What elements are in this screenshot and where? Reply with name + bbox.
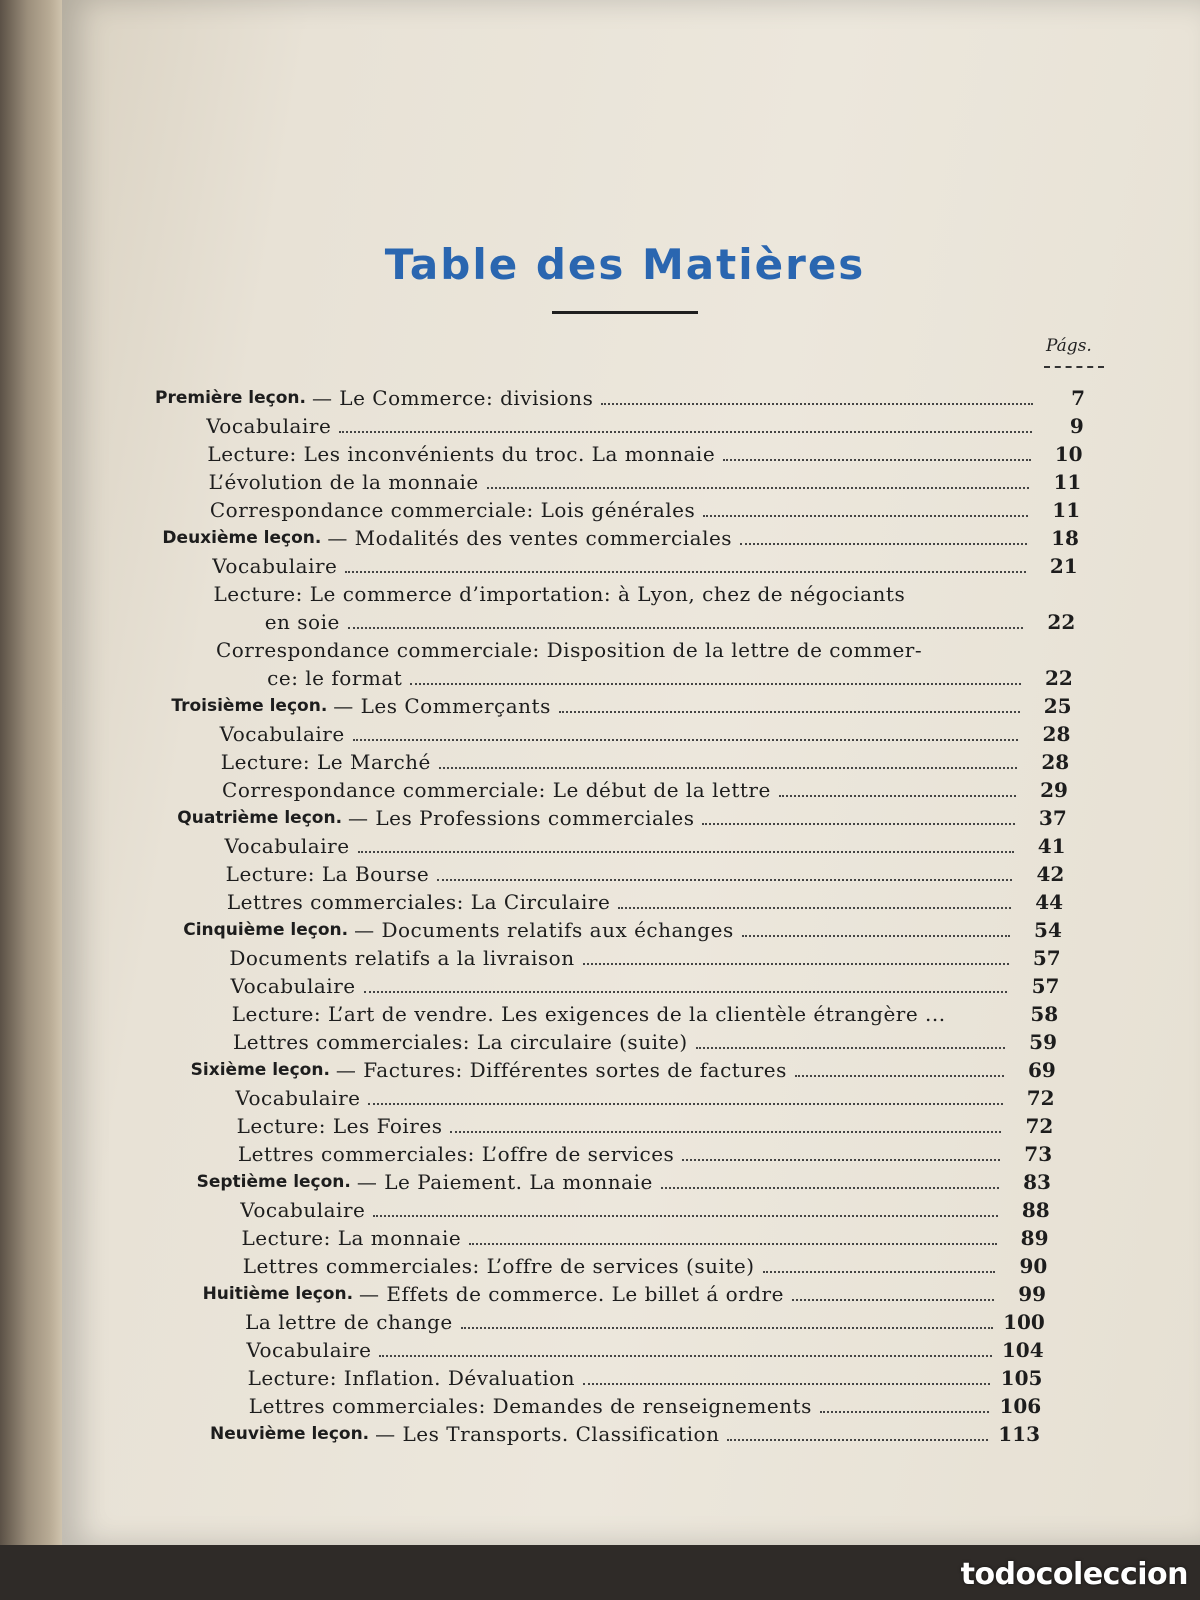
toc-lesson-entry [197, 1168, 1051, 1196]
toc-entry [220, 720, 1071, 748]
page-number: 9 [1069, 414, 1084, 438]
toc-entry-wrapped-line: Correspondance commerciale: Disposition de la lettre de commer- [215, 638, 923, 662]
page-number: 11 [1053, 470, 1082, 494]
lesson-number: Sixième leçon. [190, 1060, 330, 1080]
toc-entry [232, 1000, 1058, 1028]
lesson-number: Cinquième leçon. [183, 920, 349, 940]
dot-leader [410, 683, 1021, 685]
entry-label: Lettres commerciales: L’offre de services [237, 1142, 675, 1166]
toc-entry [241, 1224, 1048, 1252]
page-number: 90 [1019, 1254, 1048, 1278]
toc-entry [229, 944, 1060, 972]
entry-label: Vocabulaire [246, 1338, 372, 1362]
entry-label: — Documents relatifs aux échanges [354, 918, 734, 942]
entry-label: — Effets de commerce. Le billet á ordre [359, 1282, 784, 1306]
page-number: 29 [1040, 778, 1068, 802]
dot-leader [583, 1383, 990, 1385]
entry-label: Lecture: L’art de vendre. Les exigences de la clientèle étrangère ... [231, 1002, 946, 1026]
page-number: 100 [1003, 1310, 1045, 1334]
entry-label: Lettres commerciales: La Circulaire [226, 890, 611, 914]
lesson-number: Deuxième leçon. [162, 528, 322, 548]
dot-leader [437, 879, 1012, 881]
toc-entry [226, 860, 1065, 888]
dot-leader [727, 1439, 988, 1441]
dot-leader [439, 767, 1017, 769]
entry-label: — Le Paiement. La monnaie [356, 1170, 653, 1194]
dot-leader [358, 851, 1014, 853]
dot-leader [661, 1187, 999, 1189]
toc-entry [235, 1084, 1054, 1112]
page-number: 28 [1042, 722, 1071, 746]
lesson-number: Septième leçon. [196, 1172, 351, 1192]
toc-lesson-entry [203, 1280, 1047, 1308]
toc-entry [224, 832, 1065, 860]
entry-label: Vocabulaire [240, 1198, 366, 1222]
page-number: 73 [1024, 1142, 1053, 1166]
entry-label: Lettres commerciales: Demandes de renseignements [248, 1394, 812, 1418]
dot-leader [795, 1075, 1004, 1077]
dot-leader [345, 571, 1025, 573]
dot-leader [373, 1215, 997, 1217]
entry-label: Vocabulaire [212, 554, 338, 578]
entry-label: Lettres commerciales: La circulaire (suite) [232, 1030, 688, 1054]
dot-leader [723, 459, 1030, 461]
page-number: 10 [1054, 442, 1083, 466]
entry-label: Vocabulaire [230, 974, 356, 998]
toc-entry [222, 776, 1068, 804]
dot-leader [763, 1271, 996, 1273]
entry-label: — Modalités des ventes commerciales [327, 526, 733, 550]
toc-lesson-entry [155, 384, 1085, 412]
page-number: 21 [1049, 554, 1078, 578]
toc-entry [221, 748, 1069, 776]
entry-label: Lettres commerciales: L’offre de services (suite) [242, 1254, 755, 1278]
entry-label: Correspondance commerciale: Le début de la lettre [222, 778, 771, 802]
page-title: Table des Matières [384, 240, 866, 289]
dot-leader [583, 963, 1009, 965]
dot-leader [364, 991, 1008, 993]
page-number: 11 [1052, 498, 1081, 522]
toc-entry [212, 552, 1077, 580]
page-number: 57 [1031, 974, 1060, 998]
dot-leader [559, 711, 1020, 713]
dot-leader [703, 515, 1028, 517]
lesson-number: Première leçon. [155, 388, 306, 408]
page-number: 37 [1038, 806, 1067, 830]
page-number: 58 [1030, 1002, 1059, 1026]
page-number: 28 [1041, 750, 1070, 774]
entry-label: Lecture: Les Foires [236, 1114, 443, 1138]
watermark-logo: todocoleccion [960, 1557, 1188, 1592]
entry-label: Vocabulaire [224, 834, 350, 858]
dot-leader [368, 1103, 1002, 1105]
dot-leader [682, 1159, 1000, 1161]
page-number: 57 [1032, 946, 1061, 970]
dot-leader [779, 795, 1016, 797]
page-number: 22 [1044, 666, 1073, 690]
toc-entry [209, 468, 1082, 496]
page-number: 89 [1020, 1226, 1049, 1250]
page-number: 83 [1023, 1170, 1051, 1194]
toc-entry [231, 972, 1060, 1000]
toc-entry [245, 1308, 1045, 1336]
page-number: 44 [1035, 890, 1064, 914]
toc-entry [238, 1140, 1052, 1168]
page-number: 69 [1027, 1058, 1056, 1082]
entry-label: Correspondance commerciale: Lois générales [209, 498, 696, 522]
entry-label: Lecture: Inflation. Dévaluation [247, 1366, 576, 1390]
toc-lesson-entry [183, 916, 1062, 944]
entry-label: Vocabulaire [219, 722, 345, 746]
page-number: 7 [1071, 386, 1085, 410]
toc-lesson-entry [162, 524, 1078, 552]
page-number: 59 [1029, 1030, 1058, 1054]
dot-leader [601, 403, 1033, 405]
dot-leader [461, 1327, 993, 1329]
entry-label: ce: le format [267, 666, 403, 690]
lesson-number: Quatrième leçon. [177, 808, 343, 828]
entry-label: Vocabulaire [206, 414, 332, 438]
toc-entry [240, 1196, 1049, 1224]
dot-leader [792, 1299, 994, 1301]
page-number: 42 [1036, 862, 1065, 886]
lesson-number: Huitième leçon. [202, 1284, 354, 1304]
dot-leader [353, 739, 1019, 741]
page-number: 104 [1001, 1338, 1044, 1362]
entry-label: Lecture: La Bourse [225, 862, 430, 886]
entry-label: — Les Transports. Classification [375, 1422, 720, 1446]
toc-entry [267, 664, 1073, 692]
page-number: 54 [1034, 918, 1062, 942]
page-number: 22 [1047, 610, 1076, 634]
toc-entry [243, 1252, 1048, 1280]
entry-label: Lecture: La monnaie [241, 1226, 462, 1250]
dot-leader [339, 431, 1031, 433]
entry-label: — Les Professions commerciales [348, 806, 695, 830]
lesson-number: Troisième leçon. [171, 696, 328, 716]
entry-label: La lettre de change [245, 1310, 453, 1334]
toc-entry-wrapped-line: Lecture: Le commerce d’importation: à Lyon, chez de négociants [213, 582, 906, 606]
toc-entry [206, 412, 1084, 440]
toc-entry [210, 496, 1080, 524]
toc-lesson-entry [191, 1056, 1056, 1084]
dot-leader [820, 1411, 989, 1413]
toc-entry [207, 440, 1082, 468]
entry-label: — Le Commerce: divisions [311, 386, 594, 410]
toc-entry [248, 1364, 1043, 1392]
dot-leader [742, 935, 1010, 937]
entry-label: L’évolution de la monnaie [208, 470, 479, 494]
dot-leader [379, 1355, 991, 1357]
dot-leader [469, 1243, 996, 1245]
entry-label: — Les Commerçants [333, 694, 551, 718]
pages-column-header: Págs. [1046, 336, 1092, 356]
entry-label: Lecture: Les inconvénients du troc. La monnaie [207, 442, 716, 466]
toc-entry [237, 1112, 1054, 1140]
page-number: 25 [1043, 694, 1072, 718]
toc-lesson-entry [177, 804, 1066, 832]
page-number: 72 [1025, 1114, 1054, 1138]
entry-label: Vocabulaire [235, 1086, 361, 1110]
page-number: 18 [1051, 526, 1079, 550]
dot-leader [487, 487, 1030, 489]
entry-label: Lecture: Le Marché [220, 750, 431, 774]
page-number: 106 [999, 1394, 1042, 1418]
entry-label: en soie [264, 610, 340, 634]
page-number: 99 [1018, 1282, 1047, 1306]
page-number: 105 [1000, 1366, 1043, 1390]
page-number: 113 [998, 1422, 1040, 1446]
lesson-number: Neuvième leçon. [210, 1424, 370, 1444]
dot-leader [618, 907, 1011, 909]
dot-leader [740, 543, 1027, 545]
dot-leader [450, 1131, 1001, 1133]
entry-label: — Factures: Différentes sortes de factures [335, 1058, 787, 1082]
dot-leader [696, 1047, 1005, 1049]
toc-entry [249, 1392, 1041, 1420]
page-number: 88 [1021, 1198, 1050, 1222]
toc-entry [233, 1028, 1057, 1056]
page-number: 41 [1037, 834, 1066, 858]
dot-leader [702, 823, 1014, 825]
entry-label: Documents relatifs a la livraison [229, 946, 575, 970]
toc-lesson-entry [171, 692, 1071, 720]
toc-entry [246, 1336, 1043, 1364]
page-number: 72 [1026, 1086, 1055, 1110]
toc-lesson-entry [210, 1420, 1040, 1448]
toc-entry [227, 888, 1063, 916]
dot-leader [348, 627, 1023, 629]
toc-entry [265, 608, 1076, 636]
